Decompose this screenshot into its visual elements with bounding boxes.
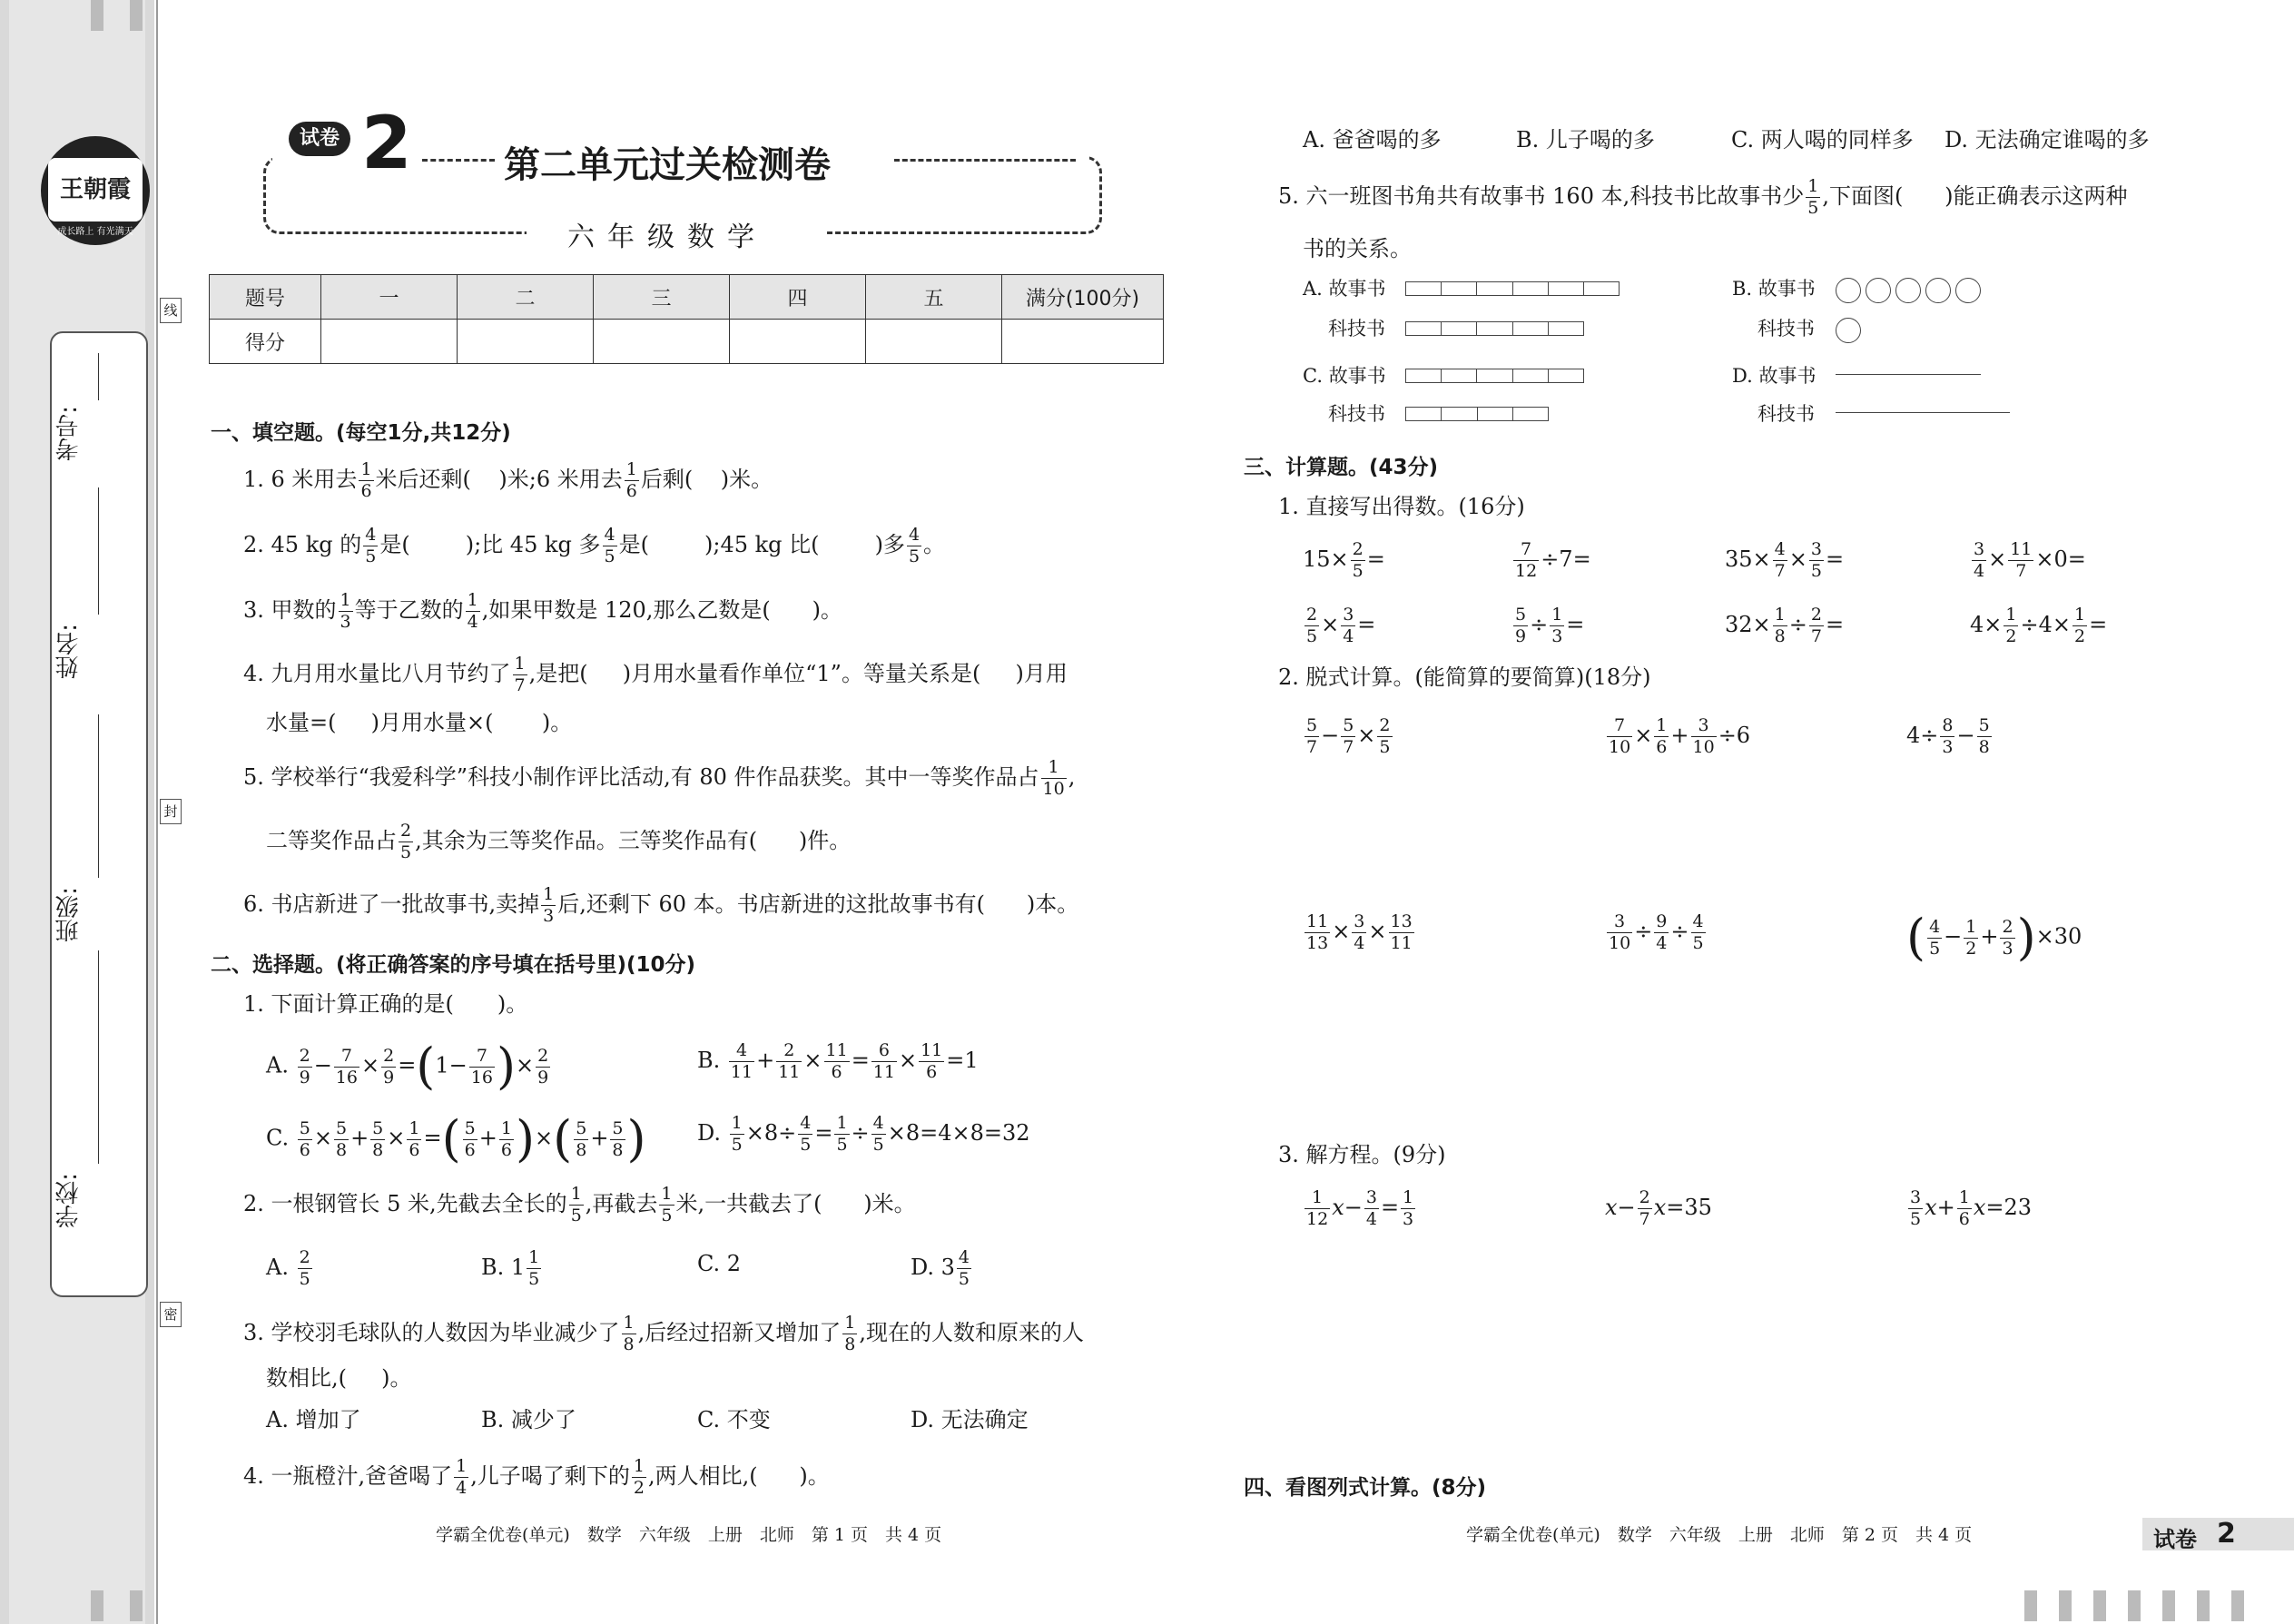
s2-q2-option-d[interactable]: D. 3 $\frac{4}{5}$ bbox=[911, 1247, 970, 1289]
s2-q4: 4. 一瓶橙汁,爸爸喝了 $\frac{1}{4}$ ,儿子喝了剩下的 $\frac{1}{2}$ ,两人相比,( )。 bbox=[243, 1456, 830, 1498]
s2-q5-option-b[interactable]: B. 故事书 bbox=[1732, 278, 1816, 300]
s2-q5-option-c[interactable]: C. 故事书 bbox=[1303, 365, 1386, 387]
name-label: 姓名: bbox=[55, 624, 83, 679]
edge-mark bbox=[2093, 1590, 2106, 1621]
step-calc-2: $\frac{7}{10}$ × $\frac{1}{6}$ + $\frac{3}{10}$ ÷6 bbox=[1609, 715, 1751, 757]
story-bar-a bbox=[1405, 281, 1620, 296]
s2-q1-option-d[interactable]: D. $\frac{1}{5}$ ×8÷ $\frac{4}{5}$ = $\frac{1}{5}$ ÷ $\frac{4}{5}$ ×8=4×8=32 bbox=[697, 1113, 1030, 1155]
exam-number: 2 bbox=[361, 101, 412, 185]
calc-8: 4× $\frac{1}{2}$ ÷4× $\frac{1}{2}$ = bbox=[1970, 605, 2108, 646]
step-calc-5: $\frac{3}{10}$ ÷ $\frac{9}{4}$ ÷ $\frac{4}{5}$ bbox=[1609, 911, 1704, 953]
edge-mark bbox=[2231, 1590, 2244, 1621]
s1-q6: 6. 书店新进了一批故事书,卖掉 $\frac{1}{3}$ 后,还剩下 60 本。书店新进的这批故事书有( )本。 bbox=[243, 884, 1079, 926]
score-cell[interactable] bbox=[730, 320, 866, 364]
s2-q3-option-a[interactable]: A. 增加了 bbox=[266, 1407, 361, 1432]
name-field[interactable] bbox=[98, 487, 99, 615]
seal-mark-secret: 密 bbox=[160, 1302, 182, 1327]
calc-4: $\frac{3}{4}$ × $\frac{11}{7}$ ×0= bbox=[1974, 539, 2086, 581]
title-dash-right bbox=[894, 159, 1076, 162]
exam-no-field[interactable] bbox=[98, 353, 99, 400]
s2-q5-line2: 书的关系。 bbox=[1303, 236, 1412, 261]
calc-6: $\frac{5}{9}$ ÷ $\frac{1}{3}$ = bbox=[1515, 605, 1585, 646]
score-header: 满分(100分) bbox=[1002, 275, 1164, 320]
edge-mark bbox=[2128, 1590, 2141, 1621]
s3-part3-title: 3. 解方程。(9分) bbox=[1278, 1142, 1446, 1167]
calc-1: 15× $\frac{2}{5}$ = bbox=[1303, 539, 1385, 581]
seal-mark-line: 线 bbox=[160, 298, 182, 323]
science-line-d bbox=[1836, 412, 2010, 413]
section-3-title: 三、计算题。(43分) bbox=[1244, 456, 1439, 479]
class-field[interactable] bbox=[98, 714, 99, 878]
science-label-a: 科技书 bbox=[1328, 318, 1385, 340]
edge-mark bbox=[2059, 1590, 2072, 1621]
step-calc-4: $\frac{11}{13}$ × $\frac{3}{4}$ × $\frac{13}{11}$ bbox=[1306, 911, 1413, 953]
calc-5: $\frac{2}{5}$ × $\frac{3}{4}$ = bbox=[1306, 605, 1376, 646]
score-row-label: 得分 bbox=[210, 320, 321, 364]
section-2-title: 二、选择题。(将正确答案的序号填在括号里)(10分) bbox=[211, 953, 696, 977]
logo-slogan: 成长路上 有光满天 bbox=[57, 227, 133, 237]
edge-mark bbox=[130, 0, 143, 31]
edge-mark bbox=[2197, 1590, 2210, 1621]
calc-2: $\frac{7}{12}$ ÷7= bbox=[1515, 539, 1591, 581]
seal-mark-seal: 封 bbox=[160, 799, 182, 824]
edge-mark bbox=[2024, 1590, 2037, 1621]
s2-q5-option-a[interactable]: A. 故事书 bbox=[1303, 278, 1386, 300]
section-4-title: 四、看图列式计算。(8分) bbox=[1244, 1476, 1487, 1500]
s2-q4-option-a[interactable]: A. 爸爸喝的多 bbox=[1303, 127, 1442, 153]
s2-q3-line2: 数相比,( )。 bbox=[266, 1365, 412, 1391]
s2-q3-option-d[interactable]: D. 无法确定 bbox=[911, 1407, 1029, 1432]
step-calc-6: ( $\frac{4}{5}$ − $\frac{1}{2}$ + $\frac{2}{3}$ )×30 bbox=[1906, 909, 2082, 966]
science-label-b: 科技书 bbox=[1757, 318, 1815, 340]
s2-q1-stem: 1. 下面计算正确的是( )。 bbox=[243, 991, 528, 1017]
story-line-d bbox=[1836, 374, 1981, 375]
score-cell[interactable] bbox=[594, 320, 730, 364]
exam-no-label: 考号: bbox=[55, 406, 83, 461]
s1-q5: 5. 学校举行“我爱科学”科技小制作评比活动,有 80 件作品获奖。其中一等奖作品占 $\frac{1}{10}$ , bbox=[243, 757, 1076, 799]
class-label: 班级: bbox=[55, 887, 83, 942]
step-calc-1: $\frac{5}{7}$ − $\frac{5}{7}$ × $\frac{2}{5}$ bbox=[1306, 715, 1391, 757]
science-bar-a bbox=[1405, 321, 1584, 336]
school-label: 学校: bbox=[55, 1173, 83, 1228]
s2-q2-option-a[interactable]: A. $\frac{2}{5}$ bbox=[266, 1247, 310, 1289]
s2-q4-option-c[interactable]: C. 两人喝的同样多 bbox=[1731, 127, 1914, 153]
s2-q2-option-c[interactable]: C. 2 bbox=[697, 1251, 742, 1276]
score-header: 题号 bbox=[210, 275, 321, 320]
calc-7: 32× $\frac{1}{8}$ ÷ $\frac{2}{7}$ = bbox=[1725, 605, 1845, 646]
binding-line bbox=[156, 0, 158, 1624]
edge-mark bbox=[130, 1590, 143, 1621]
s2-q5-option-d[interactable]: D. 故事书 bbox=[1732, 365, 1816, 387]
edge-mark bbox=[91, 0, 103, 31]
story-circles-b bbox=[1836, 278, 1985, 303]
s1-q1: 1. 6 米用去 $\frac{1}{6}$ 米后还剩( )米;6 米用去 $\frac{1}{6}$ 后剩( )米。 bbox=[243, 459, 773, 501]
score-cell[interactable] bbox=[321, 320, 458, 364]
s1-q4: 4. 九月用水量比八月节约了 $\frac{1}{7}$ ,是把( )月用水量看作单位“1”。等量关系是( )月用 bbox=[243, 654, 1068, 695]
score-cell[interactable] bbox=[866, 320, 1002, 364]
s2-q4-option-d[interactable]: D. 无法确定谁喝的多 bbox=[1944, 127, 2150, 153]
score-header: 一 bbox=[321, 275, 458, 320]
s2-q1-option-c[interactable]: C. $\frac{5}{6}$ × $\frac{5}{8}$ + $\frac{5}{8}$ × $\frac{1}{6}$ =( $\frac{5}{6}$ + $\frac{1}{6}$ )×( $\frac{5}{8}$ + $\frac{5}{8}$ ) bbox=[266, 1110, 646, 1167]
equation-3: $\frac{3}{5}$ x+ $\frac{1}{6}$ x=23 bbox=[1910, 1187, 2033, 1229]
s3-part1-title: 1. 直接写出得数。(16分) bbox=[1278, 494, 1525, 519]
footer-badge-number: 2 bbox=[2217, 1518, 2236, 1550]
s2-q2-option-b[interactable]: B. 1 $\frac{1}{5}$ bbox=[481, 1247, 540, 1289]
logo bbox=[41, 136, 150, 245]
science-bar-c bbox=[1405, 407, 1549, 421]
s2-q2: 2. 一根钢管长 5 米,先截去全长的 $\frac{1}{5}$ ,再截去 $\frac{1}{5}$ 米,一共截去了( )米。 bbox=[243, 1184, 916, 1225]
page-title: 第二单元过关检测卷 bbox=[504, 144, 831, 186]
s1-q2: 2. 45 kg 的 $\frac{4}{5}$ 是( );比 45 kg 多 $\frac{4}{5}$ 是( );45 kg 比( )多 $\frac{4}{5}$ 。 bbox=[243, 525, 946, 566]
score-header: 三 bbox=[594, 275, 730, 320]
s2-q4-option-b[interactable]: B. 儿子喝的多 bbox=[1516, 127, 1655, 153]
s2-q3: 3. 学校羽毛球队的人数因为毕业减少了 $\frac{1}{8}$ ,后经过招新又增加了 $\frac{1}{8}$ ,现在的人数和原来的人 bbox=[243, 1313, 1084, 1354]
score-header: 四 bbox=[730, 275, 866, 320]
page-subtitle: 六年级数学 bbox=[567, 221, 767, 253]
edge-mark bbox=[91, 1590, 103, 1621]
calc-3: 35× $\frac{4}{7}$ × $\frac{3}{5}$ = bbox=[1725, 539, 1845, 581]
score-table bbox=[209, 274, 1164, 364]
score-header: 二 bbox=[458, 275, 594, 320]
school-field[interactable] bbox=[98, 950, 99, 1164]
score-header: 五 bbox=[866, 275, 1002, 320]
science-label-d: 科技书 bbox=[1757, 403, 1815, 425]
footer-right: 学霸全优卷(单元) 数学 六年级 上册 北师 第 2 页 共 4 页 bbox=[1466, 1525, 1973, 1545]
s1-q4-line2: 水量=( )月用水量×( )。 bbox=[266, 710, 573, 735]
edge-mark bbox=[2162, 1590, 2175, 1621]
title-dash-left bbox=[422, 159, 495, 162]
s2-q1-option-b[interactable]: B. $\frac{4}{11}$ + $\frac{2}{11}$ × $\frac{11}{6}$ = $\frac{6}{11}$ × $\frac{11}{6}$ =1 bbox=[697, 1040, 979, 1082]
footer-left: 学霸全优卷(单元) 数学 六年级 上册 北师 第 1 页 共 4 页 bbox=[436, 1525, 942, 1545]
science-circles-b bbox=[1836, 318, 1866, 343]
story-bar-c bbox=[1405, 369, 1584, 383]
s2-q5: 5. 六一班图书角共有故事书 160 本,科技书比故事书少 $\frac{1}{5}$ ,下面图( )能正确表示这两种 bbox=[1278, 176, 2128, 218]
step-calc-3: 4÷ $\frac{8}{3}$ − $\frac{5}{8}$ bbox=[1906, 715, 1990, 757]
score-cell[interactable] bbox=[1002, 320, 1164, 364]
s2-q1-option-a[interactable]: A. $\frac{2}{9}$ − $\frac{7}{16}$ × $\frac{2}{9}$ =(1− $\frac{7}{16}$ )× $\frac{2}{9}$ bbox=[266, 1038, 549, 1095]
student-info-box bbox=[50, 331, 148, 1297]
equation-1: $\frac{1}{12}$ x− $\frac{3}{4}$ = $\frac{1}{3}$ bbox=[1306, 1187, 1414, 1229]
logo-text: 王朝霞 bbox=[48, 158, 143, 221]
score-cell[interactable] bbox=[458, 320, 594, 364]
s1-q5-line2: 二等奖作品占 $\frac{2}{5}$ ,其余为三等奖作品。三等奖作品有( )件。 bbox=[266, 821, 852, 862]
section-1-title: 一、填空题。(每空1分,共12分) bbox=[211, 421, 511, 445]
s3-part2-title: 2. 脱式计算。(能简算的要简算)(18分) bbox=[1278, 664, 1651, 690]
s2-q3-option-b[interactable]: B. 减少了 bbox=[481, 1407, 576, 1432]
exam-badge: 试卷 bbox=[289, 122, 350, 156]
s1-q3: 3. 甲数的 $\frac{1}{3}$ 等于乙数的 $\frac{1}{4}$ ,如果甲数是 120,那么乙数是( )。 bbox=[243, 590, 842, 632]
equation-2: x− $\frac{2}{7}$ x=35 bbox=[1605, 1187, 1712, 1229]
s2-q3-option-c[interactable]: C. 不变 bbox=[697, 1407, 771, 1432]
footer-badge-label: 试卷 bbox=[2153, 1527, 2197, 1552]
science-label-c: 科技书 bbox=[1328, 403, 1385, 425]
